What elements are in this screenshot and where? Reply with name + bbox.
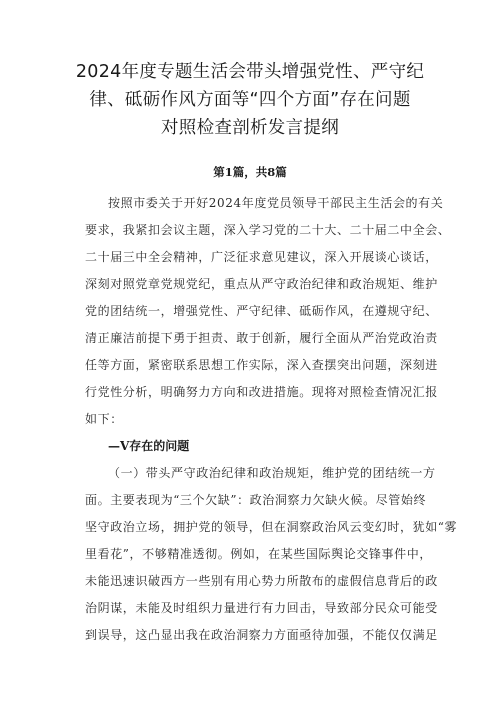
intro-line: 要求，我紧扣会议主题，深入学习党的二十大、二十届二中全会、 (85, 223, 451, 237)
intro-line: 按照市委关于开好2024年度党员领导干部民主生活会的有关 (108, 196, 444, 210)
intro-line: 任等方面，紧密联系思想工作实际，深入查摆突出问题，深刻进 (85, 358, 438, 372)
title-line: 对照检查剖析发言提纲 (161, 118, 339, 138)
document-subtitle: 第1篇，共8篇 (213, 165, 287, 179)
section-line: 未能迅速识破西方一些别有用心势力所散布的虚假信息背后的政 (85, 574, 438, 588)
section-line: 面。主要表现为“三个欠缺”：政治洞察力欠缺火候。尽管始终 (85, 493, 427, 507)
section-line: 坚守政治立场，拥护党的领导，但在洞察政治风云变幻时，犹如“雾 (85, 520, 458, 534)
section-heading: —V存在的问题 (108, 439, 190, 453)
intro-line: 党的团结统一，增强党性、严守纪律、砥砺作风，在遵规守纪、 (85, 304, 438, 318)
title-line: 2024年度专题生活会带头增强党性、严守纪 (75, 62, 425, 82)
intro-line: 清正廉洁前提下勇于担责、敢于创新，履行全面从严治党政治责 (85, 331, 438, 345)
intro-line: 二十届三中全会精神，广泛征求意见建议，深入开展谈心谈话， (85, 250, 438, 264)
intro-line: 深刻对照党章党规党纪，重点从严守政治纪律和政治规矩、维护 (85, 277, 438, 291)
document-title (60, 58, 440, 142)
section-line: 治阴谋，未能及时组织力量进行有力回击，导致部分民众可能受 (85, 601, 438, 615)
section-line: 到误导，这凸显出我在政治洞察力方面亟待加强，不能仅仅满足 (85, 628, 438, 642)
intro-line: 行党性分析，明确努力方向和改进措施。现将对照检查情况汇报 (85, 385, 438, 399)
section-line: （一）带头严守政治纪律和政治规矩，维护党的团结统一方 (108, 466, 436, 480)
intro-line: 如下： (85, 412, 123, 426)
title-line: 律、砥砺作风方面等“四个方面”存在问题 (89, 90, 411, 110)
section-line: 里看花”，不够精准透彻。例如，在某些国际舆论交锋事件中， (85, 547, 432, 561)
